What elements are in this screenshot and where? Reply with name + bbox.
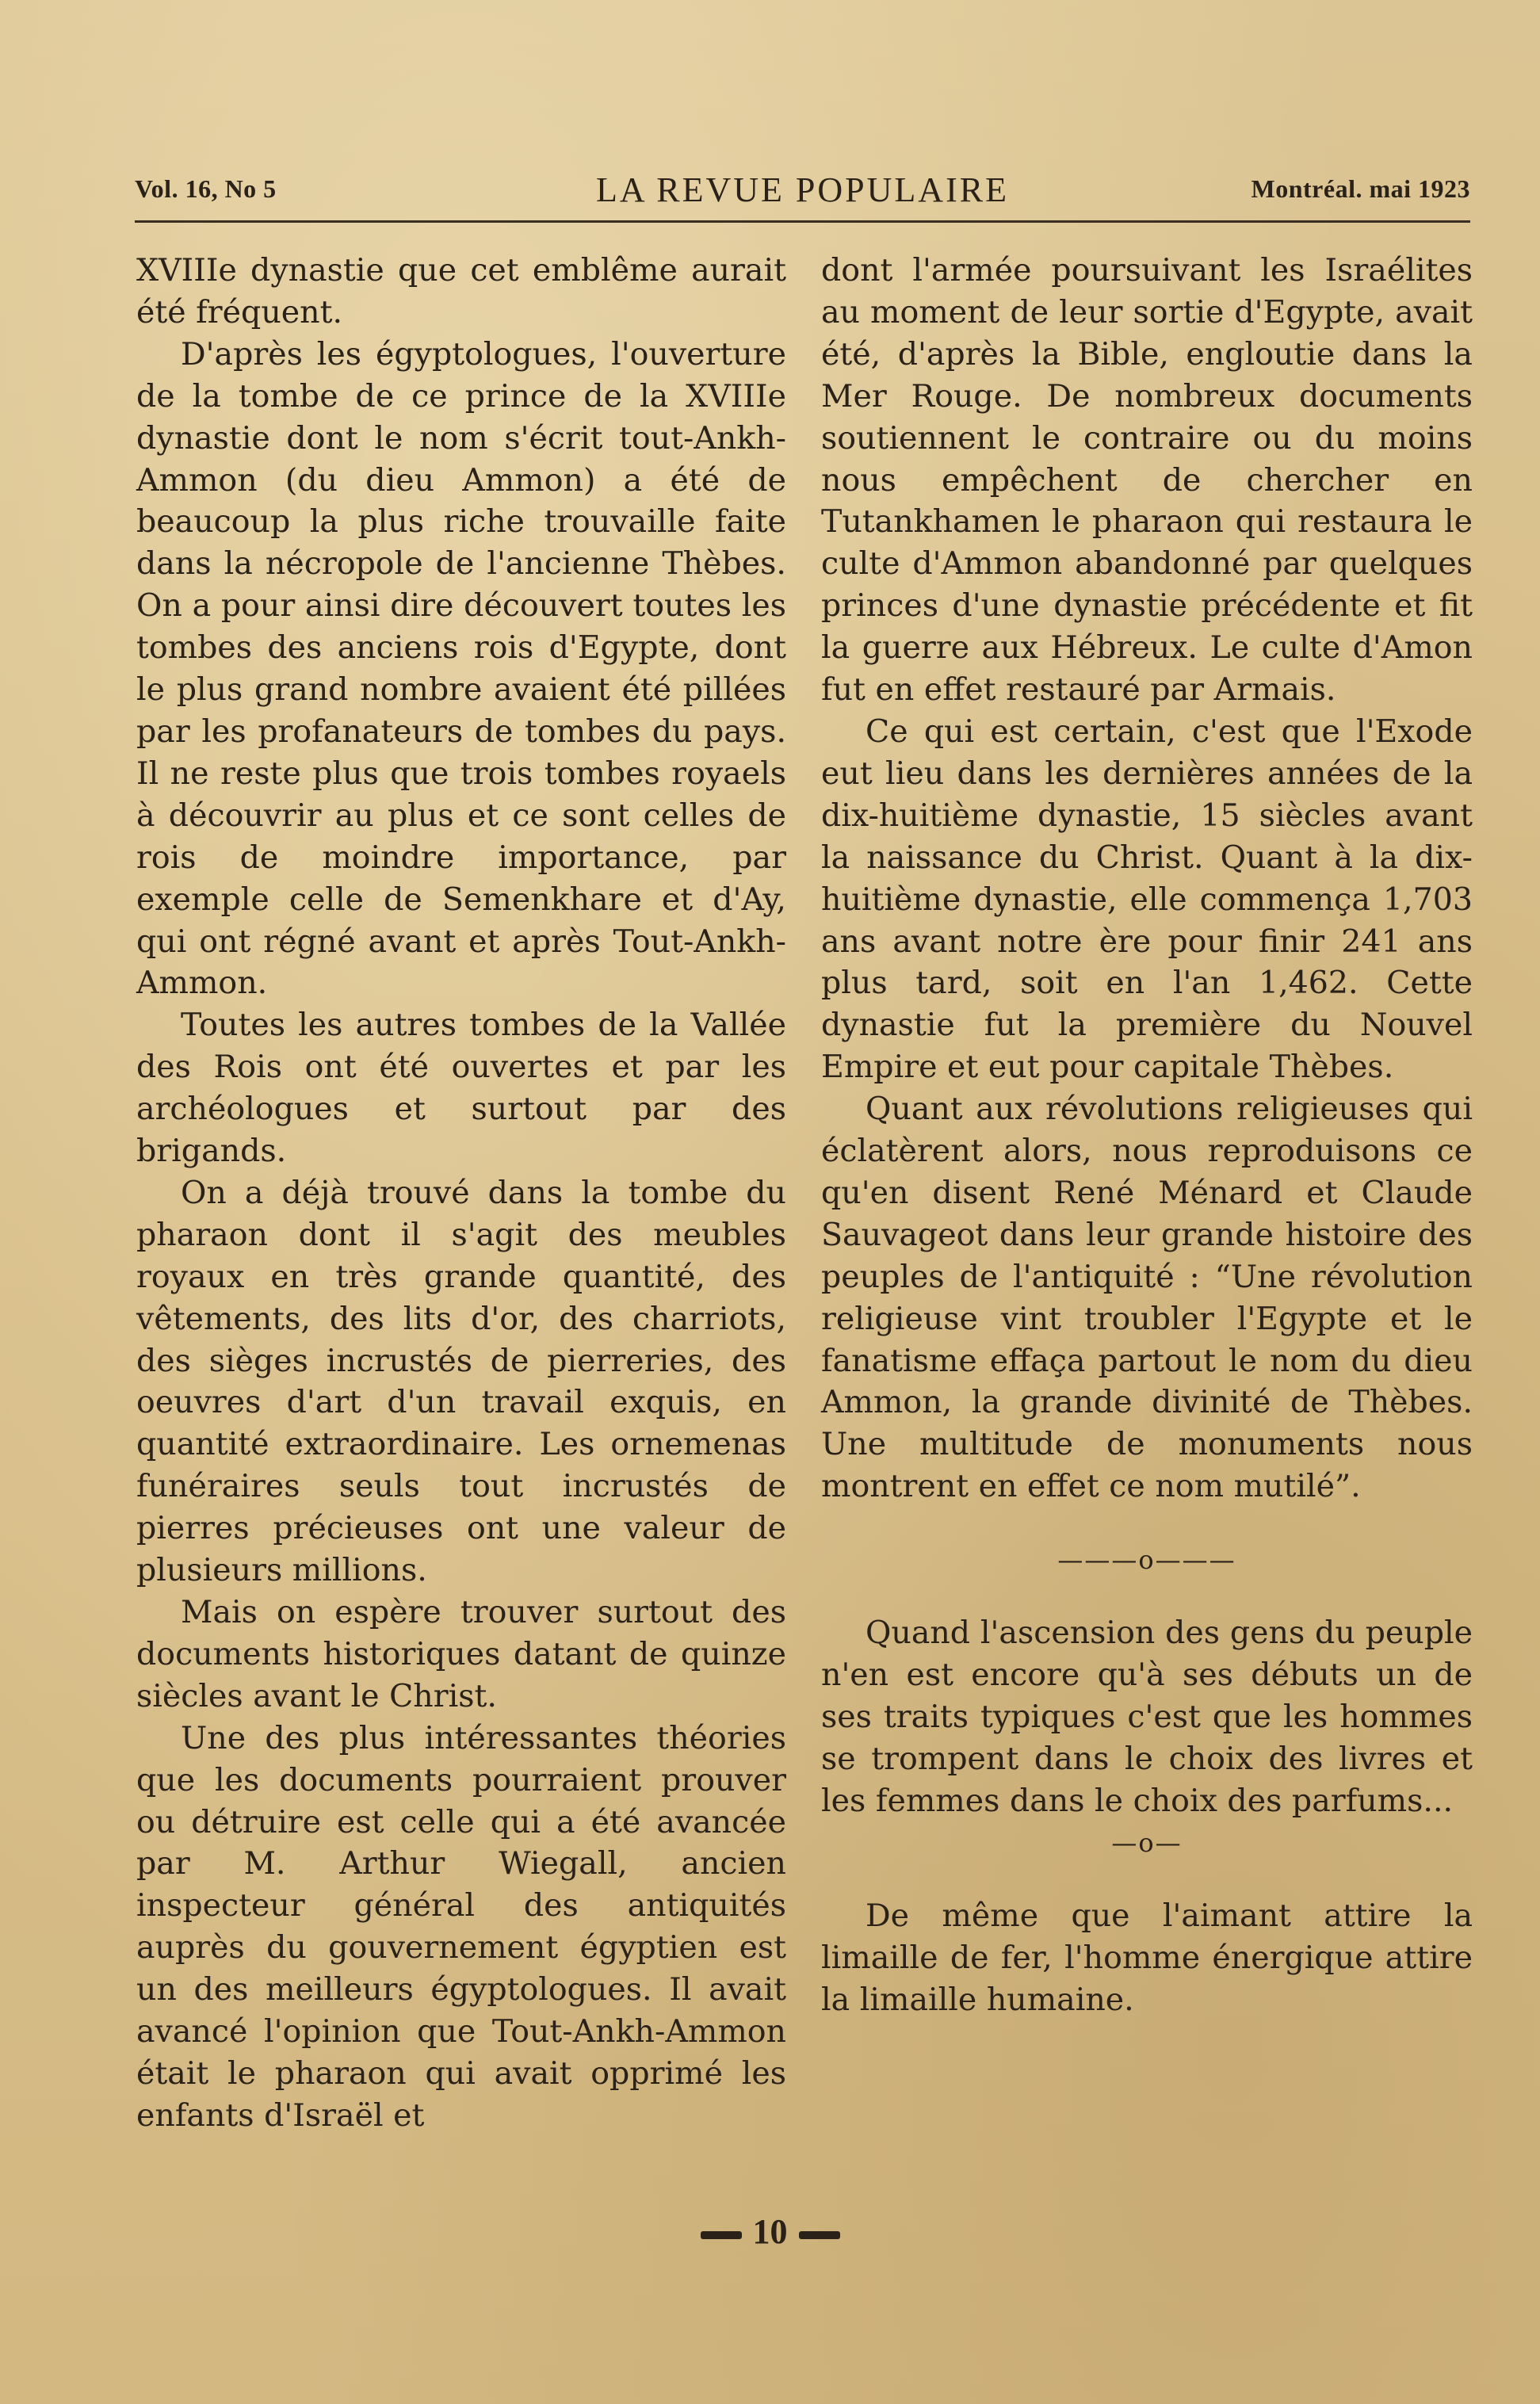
maxim: De même que l'aimant attire la limaille de fer, l'homme énergique attire la limaille humaine.: [821, 1897, 1473, 2018]
header-rule: [135, 220, 1470, 223]
paragraph: Mais on espère trouver surtout des documents historiques datant de quinze siècles avant le Christ.: [136, 1594, 786, 1714]
page-number-text: 10: [752, 2212, 788, 2251]
right-column: [821, 250, 1473, 2020]
paragraph: Une des plus intéressantes théories que les documents pourraient prouver ou détruire est celle qui a été avancée par M. Arthur Wiegall, ancien inspecteur général des antiquités auprès du gouvernement égyptien est un des meilleurs égyptologues. Il avait avancé l'opinion que Tout-Ankh-Ammon était le pharaon qui avait opprimé les enfants d'Israël et: [136, 1719, 786, 2134]
dash-ornament: [701, 2231, 742, 2239]
paragraph: D'après les égyptologues, l'ouverture de la tombe de ce prince de la XVIIIe dynastie dont le nom s'écrit tout-Ankh-Ammon (du dieu Ammon) a été de beaucoup la plus riche trouvaille faite dans la nécropole de l'ancienne Thèbes. On a pour ainsi dire découvert toutes les tombes des anciens rois d'Egypte, dont le plus grand nombre avaient été pillées par les profanateurs de tombes du pays. Il ne reste plus que trois tombes royaels à découvrir au plus et ce sont celles de rois de moindre importance, par exemple celle de Semenkhare et d'Ay, qui ont régné avant et après Tout-Ankh-Ammon.: [136, 335, 786, 1002]
paragraph: On a déjà trouvé dans la tombe du pharaon dont il s'agit des meubles royaux en très grande quantité, des vêtements, des lits d'or, des charriots, des sièges incrustés de pierreries, des oeuvres d'art d'un travail exquis, en quantité extraordinaire. Les ornemenas funéraires seuls tout incrustés de pierres précieuses ont une valeur de plusieurs millions.: [136, 1174, 786, 1589]
magazine-title: LA REVUE POPULAIRE: [596, 170, 1009, 209]
volume-number: Vol. 16, No 5: [135, 174, 277, 203]
section-divider: ———o———: [1057, 1545, 1236, 1576]
issue-place-date: Montréal. mai 1923: [1251, 174, 1470, 203]
page-number: [0, 2211, 1540, 2252]
paragraph: dont l'armée poursuivant les Israélites au moment de leur sortie d'Egypte, avait été, d'après la Bible, engloutie dans la Mer Rouge. De nombreux documents soutiennent le contraire ou du moins nous empêchent de chercher en Tutankhamen le pharaon qui restaura le culte d'Ammon abandonné par quelques princes d'une dynastie précédente et fit la guerre aux Hébreux. Le culte d'Amon fut en effet restauré par Armais.: [821, 252, 1473, 709]
paragraph: Toutes les autres tombes de la Vallée des Rois ont été ouvertes et par les archéologues et surtout par des brigands.: [136, 1007, 786, 1170]
left-column: [136, 250, 786, 2137]
section-divider: —o—: [1111, 1827, 1183, 1858]
maxim: Quand l'ascension des gens du peuple n'en est encore qu'à ses débuts un de ses traits typiques c'est que les hommes se trompent dans le choix des livres et les femmes dans le choix des parfums...: [821, 1615, 1473, 1819]
paragraph: Quant aux révolutions religieuses qui éclatèrent alors, nous reproduisons ce qu'en disent René Ménard et Claude Sauvageot dans leur grande histoire des peuples de l'antiquité : “Une révolution religieuse vint troubler l'Egypte et le fanatisme effaça partout le nom du dieu Ammon, la grande divinité de Thèbes. Une multitude de monuments nous montrent en effet ce nom mutilé”.: [821, 1091, 1473, 1505]
running-header: [135, 159, 1470, 214]
paragraph: XVIIIe dynastie que cet emblême aurait été fréquent.: [136, 252, 786, 331]
dash-ornament: [799, 2231, 840, 2239]
paragraph: Ce qui est certain, c'est que l'Exode eut lieu dans les dernières années de la dix-huitième dynastie, 15 siècles avant la naissance du Christ. Quant à la dix-huitième dynastie, elle commença 1,703 ans avant notre ère pour finir 241 ans plus tard, soit en l'an 1,462. Cette dynastie fut la première du Nouvel Empire et eut pour capitale Thèbes.: [821, 713, 1473, 1086]
